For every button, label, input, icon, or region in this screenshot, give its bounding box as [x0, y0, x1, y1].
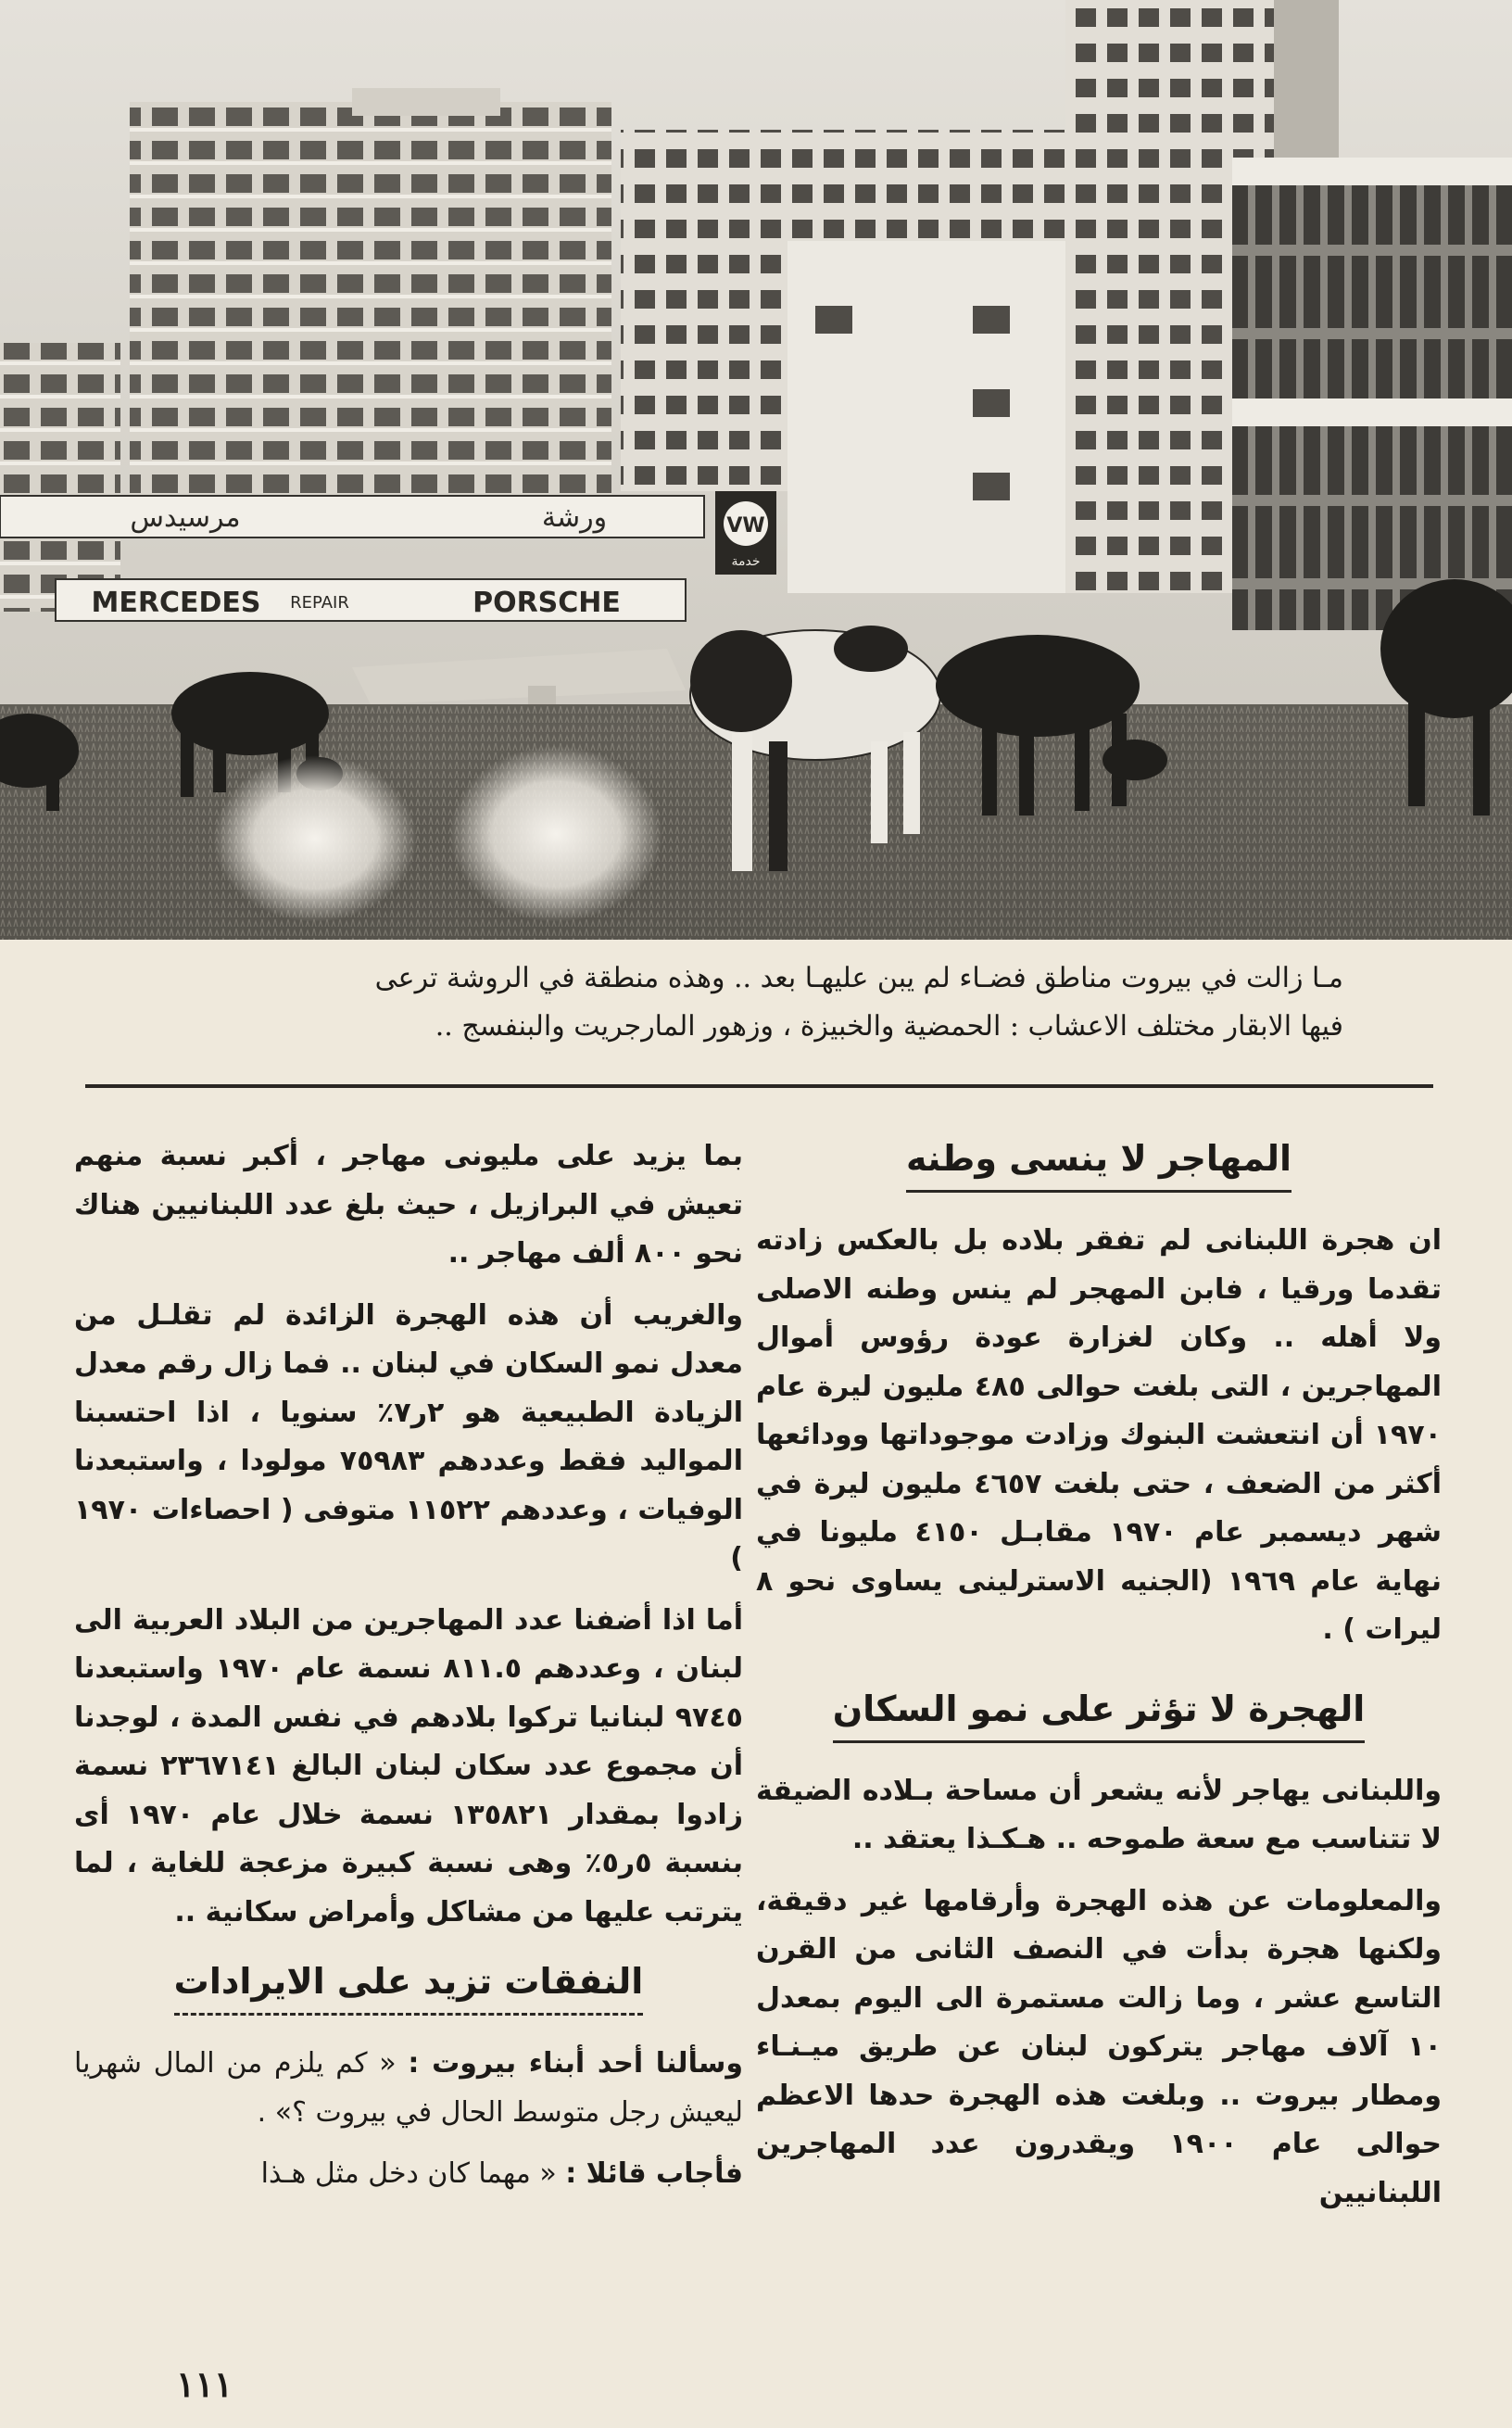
article-column-right	[756, 1132, 1442, 2231]
sign-arabic-mercedes: مرسيدس	[130, 501, 241, 534]
interview-answer	[74, 2150, 743, 2199]
photo-caption	[139, 955, 1343, 1051]
article-paragraph: أما اذا أضفنا عدد المهاجرين من البلاد العربية الى لبنان ، وعددهم ٨١١.٥ نسمة عام ١٩٧٠ واستبعدنا ٩٧٤٥ لبنانيا تركوا بلادهم في نفس المدة ، لوجدنا أن مجموع عدد سكان لبنان البالغ ٢٣٦٧١٤١ نسمة زادوا بمقدار ١٣٥٨٢١ نسمة خلال عام ١٩٧٠ أى بنسبة ٥ر٥٪ وهى نسبة كبيرة مزعجة للغاية ، لما يترتب عليها من مشاكل وأمراض سكانية ..	[74, 1603, 744, 1928]
article-paragraph: والغريب أن هذه الهجرة الزائدة لم تقلـل من معدل نمو السكان في لبنان .. فما زال رقم معدل الزيادة الطبيعية هو ٢ر٧٪ سنويا ، اذا احتسبنا المواليد فقط وعددهم ٧٥٩٨٣ مولودا ، واستبعدنا الوفيات ، وعددهم ١١٥٢٢ متوفى ( احصاءات ١٩٧٠ )	[74, 1298, 744, 1574]
vw-sign-label: خدمة	[731, 554, 761, 569]
article-paragraph: واللبنانى يهاجر لأنه يشعر أن مساحة بـلاده الضيقة لا تتناسب مع سعة طموحه .. هـكـذا يعتقد ..	[756, 1774, 1442, 1855]
article-paragraph: والمعلومات عن هذه الهجرة وأرقامها غير دقيقة، ولكنها هجرة بدأت في النصف الثانى من القرن التاسع عشر ، وما زالت مستمرة الى اليوم بمعدل ١٠ آلاف مهاجر يتركون لبنان عن طريق ميـنـاء ومطار بيروت .. وبلغت هذه الهجرة حدها الاعظم حوالى عام ١٩٠٠ ويقدرون عدد المهاجرين اللبنانيين	[756, 1884, 1442, 2209]
answer-lead: فأجاب قائلا :	[565, 2157, 743, 2190]
article-column-left	[74, 1132, 743, 2212]
svg-text:VW: VW	[726, 514, 765, 537]
blur-spot	[449, 746, 662, 922]
sign-arabic-workshop: ورشة	[541, 501, 608, 534]
sign-mercedes: MERCEDES	[91, 587, 261, 619]
section-heading: المهاجر لا ينسى وطنه	[756, 1132, 1442, 1193]
article-paragraph: بما يزيد على مليونى مهاجر ، أكبر نسبة منهم تعيش في البرازيل ، حيث بلغ عدد اللبنانيين هناك نحو ٨٠٠ ألف مهاجر ..	[74, 1140, 743, 1270]
answer-text: « مهما كان دخل مثل هـذا	[260, 2157, 557, 2190]
section-heading: النفقات تزيد على الايرادات	[74, 1955, 743, 2016]
page-number: ١١١	[176, 2363, 233, 2405]
street-scene-photo	[0, 0, 1512, 940]
article-paragraph: ان هجرة اللبنانى لم تفقر بلاده بل بالعكس زادته تقدما ورقيا ، فابن المهجر لم ينس وطنه الاصلى ولا أهله .. وكان لغزارة عودة رؤوس أموال المهاجرين ، التى بلغت حوالى ٤٨٥ مليون ليرة عام ١٩٧٠ أن انتعشت البنوك وزادت موجوداتها وودائعها أكثر من الضعف ، حتى بلغت ٤٦٥٧ مليون ليرة في شهر ديسمبر عام ١٩٧٠ مقابـل ٤١٥٠ مليونا في نهاية عام ١٩٦٩ (الجنيه الاسترلينى يساوى نحو ٨ ليرات ) .	[756, 1224, 1442, 1646]
sign-repair: REPAIR	[290, 593, 349, 613]
divider-rule	[85, 1084, 1433, 1088]
section-heading: الهجرة لا تؤثر على نمو السكان	[756, 1683, 1442, 1743]
caption-line: مـا زالت في بيروت مناطق فضـاء لم يبن عليهـا بعد .. وهذه منطقة في الروشة ترعى	[374, 962, 1343, 994]
photo-drawing	[0, 0, 1512, 940]
question-text: « كم يلزم من المال شهريا ليعيش رجل متوسط الحال في بيروت ؟» .	[74, 2047, 743, 2129]
interview-question	[74, 2040, 743, 2137]
blur-spot	[213, 755, 417, 922]
caption-line: فيها الابقار مختلف الاعشاب : الحمضية والخبيزة ، وزهور المارجريت والبنفسج ..	[435, 1010, 1343, 1043]
sign-porsche: PORSCHE	[472, 587, 621, 619]
question-lead: وسألنا أحد أبناء بيروت :	[408, 2047, 743, 2080]
